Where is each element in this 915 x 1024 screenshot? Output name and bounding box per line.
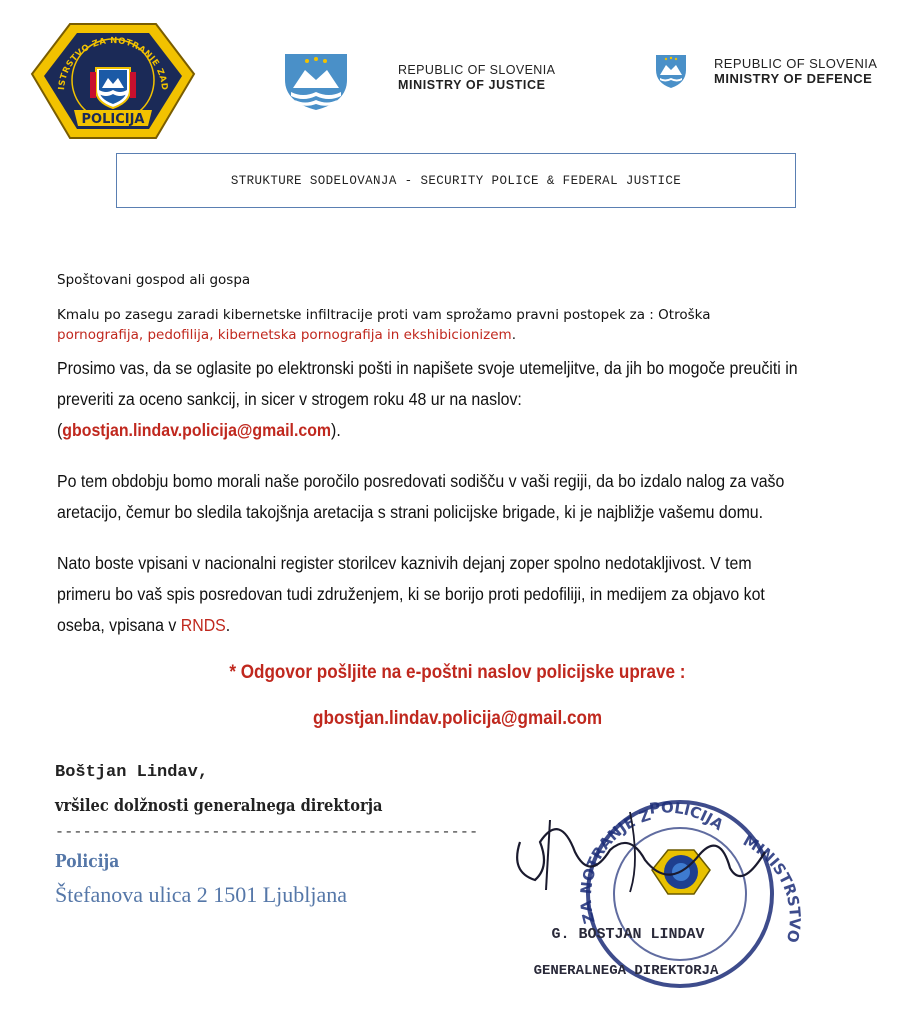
paragraph-4-line-1: Nato boste vpisani v nacionalni register storilcev kaznivih dejanj zoper spolno nedotakljivost. V tem [57, 553, 752, 573]
paragraph-1-line-2 [57, 325, 516, 345]
paragraph-4-line-3 [57, 610, 765, 641]
police-logo-banner: POLICIJA [81, 112, 145, 127]
paragraph-3-line-1: Po tem obdobju bomo morali naše poročilo posredovati sodišču v vaši regiji, da bo izdalo nalog za vašo [57, 471, 785, 491]
paragraph-4-line-3-start: oseba, vpisana v [57, 615, 181, 635]
reply-email-link[interactable]: gbostjan.lindav.policija@gmail.com [312, 708, 603, 729]
stamp-name-text: G. BOSTJAN LINDAV [551, 926, 705, 943]
stamp-ring-right-text: MINISTRSTVO [740, 831, 804, 945]
ministry-justice-line1: REPUBLIC OF SLOVENIA [398, 63, 556, 77]
email-open-paren: ( [57, 420, 63, 440]
organization-address: Štefanova ulica 2 1501 Ljubljana [55, 882, 348, 907]
paragraph-4-line-2: primeru bo vaš spis posredovan tudi združenjem, ki se borijo proti pedofiliji, in medijem za objavo kot [57, 584, 765, 604]
charges-text: pornografija, pedofilija, kibernetska pornografija in ekshibicionizem [57, 327, 512, 343]
ministry-justice-line2: MINISTRY OF JUSTICE [398, 78, 546, 92]
rnds-text: RNDS [180, 615, 226, 635]
stamp-signature [480, 772, 830, 1004]
handwritten-signature-icon [517, 829, 765, 880]
coat-of-arms-small-icon [654, 53, 688, 89]
stamp-ring-left-text: ZA NOTRANJE Z [576, 806, 653, 926]
email-close-paren: ). [331, 420, 341, 440]
reply-email [0, 708, 915, 730]
police-logo [22, 18, 204, 144]
paragraph-1-line-1: Kmalu po zasegu zaradi kibernetske infiltracije proti vam sprožamo pravni postopek za : Otroška [57, 307, 711, 323]
reply-notice-text: * Odgovor pošljite na e-poštni naslov policijske uprave : [229, 662, 686, 683]
police-badge-icon [22, 18, 204, 144]
paragraph-2-line-2: preveriti za oceno sankcij, in sicer v strogem roku 48 ur na naslov: [57, 389, 522, 409]
document-title: STRUKTURE SODELOVANJA - SECURITY POLICE & FEDERAL JUSTICE [230, 173, 682, 188]
signatory-role: vršilec dolžnosti generalnega direktorja [55, 796, 383, 816]
ministry-justice-text [398, 63, 555, 93]
stamp-ring-top-text: POLICIJA [648, 798, 727, 835]
reply-notice [0, 662, 915, 684]
paragraph-3 [57, 466, 784, 528]
document-title-box [116, 153, 796, 208]
paragraph-4-line-3-end: . [225, 615, 231, 635]
charges-period: . [511, 327, 516, 343]
paragraph-3-line-2: aretacijo, čemur bo sledila takojšnja aretacija s strani policijske brigade, ki je najbližje vašemu domu. [57, 502, 764, 522]
greeting: Spoštovani gospod ali gospa [57, 272, 251, 288]
ministry-defence-text [714, 56, 877, 86]
email-link[interactable]: gbostjan.lindav.policija@gmail.com [62, 420, 332, 440]
organization-name: Policija [55, 851, 120, 872]
signature-divider: ---------------------------------------------- [55, 824, 479, 841]
paragraph-2 [57, 353, 798, 446]
police-logo-arc-text: ISTRSTVO ZA NOTRANJE ZAD [57, 35, 170, 91]
ministry-defence-line1: REPUBLIC OF SLOVENIA [714, 56, 878, 71]
paragraph-2-line-3 [57, 415, 798, 446]
ministry-defence-line2: MINISTRY OF DEFENCE [714, 71, 873, 86]
svg-text:ZA NOTRANJE ZADEVE [480, 772, 653, 926]
paragraph-2-line-1: Prosimo vas, da se oglasite po elektronski pošti in napišete svoje utemeljitve, da jih bo mogoče preučiti in [57, 358, 798, 378]
signatory-name: Boštjan Lindav, [55, 763, 209, 782]
coat-of-arms-icon [281, 50, 351, 112]
paragraph-4 [57, 548, 765, 641]
stamp-role-text: GENERALNEGA DIREKTORJA [533, 963, 719, 979]
